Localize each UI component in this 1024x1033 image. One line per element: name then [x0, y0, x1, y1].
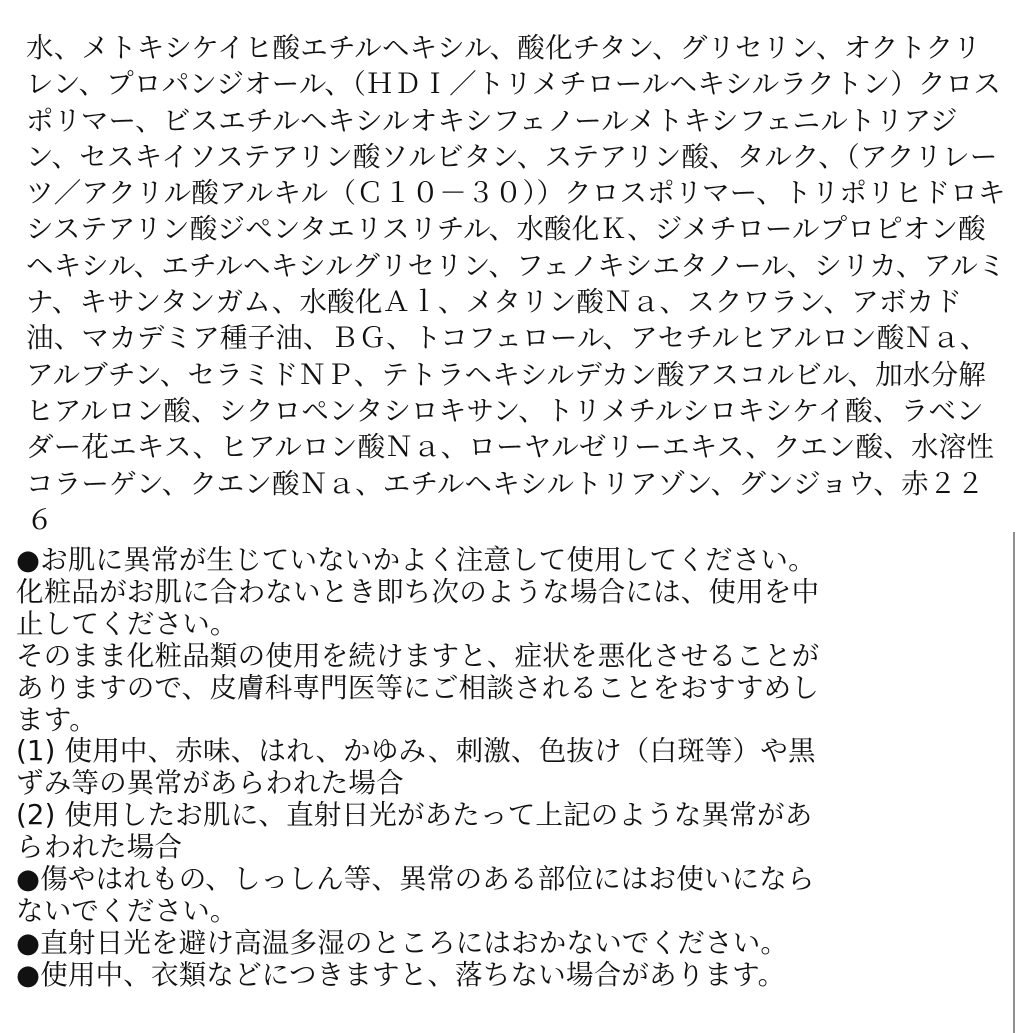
caution-text [16, 545, 1011, 992]
caution-line: らわれた場合 [16, 831, 183, 864]
caution-line: ありますので、皮膚科専門医等にご相談されることをおすすめし [16, 671, 820, 704]
caution-block [0, 532, 1014, 1033]
caution-line: ●使用中、衣類などにつきますと、落ちない場合があります。 [16, 958, 786, 991]
ingredients-text: 水、メトキシケイヒ酸エチルヘキシル、酸化チタン、グリセリン、オクトクリレン、プロパンジオール、（ＨＤＩ／トリメチロールヘキシルラクトン）クロスポリマー、ビスエチルヘキシルオキシフェノールメトキシフェニルトリアジン、セスキイソステアリン酸ソルビタン、ステアリン酸、タルク、（アクリレーツ／アクリル酸アルキル（Ｃ１０－３０））クロスポリマー、トリポリヒドロキシステアリン酸ジペンタエリスリチル、水酸化Ｋ、ジメチロールプロピオン酸ヘキシル、エチルヘキシルグリセリン、フェノキシエタノール、シリカ、アルミナ、キサンタンガム、水酸化Ａｌ、メタリン酸Ｎａ、スクワラン、アボカド油、マカデミア種子油、ＢＧ、トコフェロール、アセチルヒアルロン酸Ｎａ、アルブチン、セラミドＮＰ、テトラヘキシルデカン酸アスコルビル、加水分解ヒアルロン酸、シクロペンタシロキサン、トリメチルシロキシケイ酸、ラベンダー花エキス、ヒアルロン酸Ｎａ、ローヤルゼリーエキス、クエン酸、水溶性コラーゲン、クエン酸Ｎａ、エチルヘキシルトリアゾン、グンジョウ、赤２２６ [26, 32, 1006, 536]
caution-line: 止してください。 [16, 607, 238, 640]
caution-line: ●直射日光を避け高温多湿のところにはおかないでください。 [16, 926, 789, 959]
caution-line: ます。 [16, 703, 97, 736]
caution-line: ●傷やはれもの、しっしん等、異常のある部位にはお使いになら [16, 863, 815, 896]
caution-line: そのまま化粧品類の使用を続けますと、症状を悪化させることが [16, 639, 820, 672]
caution-line: (1) 使用中、赤味、はれ、かゆみ、刺激、色抜け（白斑等）や黒 [16, 735, 816, 768]
caution-line: 化粧品がお肌に合わないとき即ち次のような場合には、使用を中 [16, 575, 820, 608]
caution-line: ないでください。 [16, 894, 238, 927]
caution-line: (2) 使用したお肌に、直射日光があたって上記のような異常があ [16, 799, 813, 832]
caution-line: ●お肌に異常が生じていないかよく注意して使用してください。 [16, 544, 816, 576]
right-border-rule [1013, 532, 1015, 1033]
caution-line: ずみ等の異常があらわれた場合 [16, 767, 404, 800]
